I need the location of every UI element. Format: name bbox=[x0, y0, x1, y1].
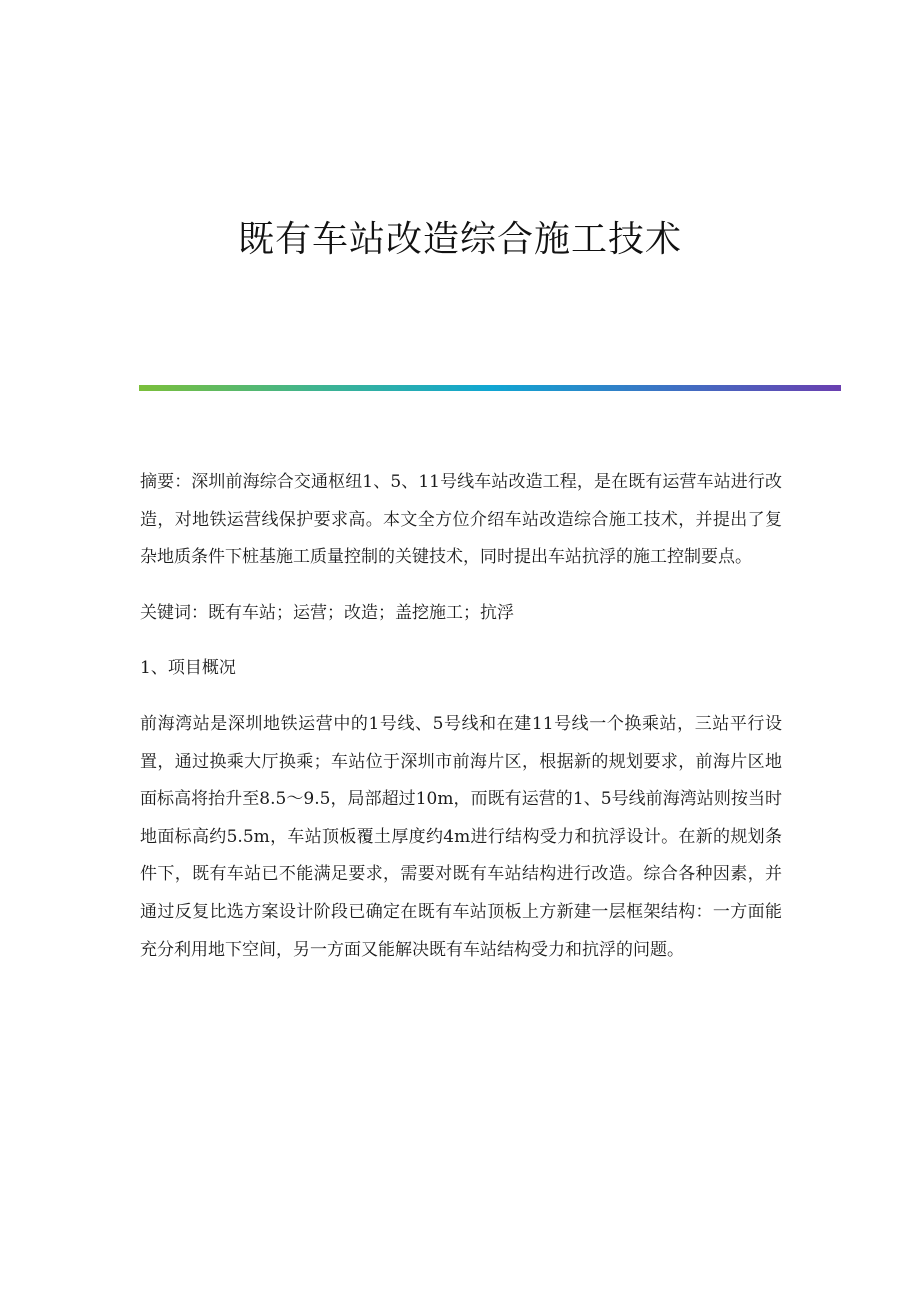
section-heading: 1、项目概况 bbox=[140, 658, 236, 679]
document-title: 既有车站改造综合施工技术 bbox=[237, 219, 682, 260]
abstract-paragraph: 摘要：深圳前海综合交通枢纽1、5、11号线车站改造工程，是在既有运营车站进行改造，对地铁运营线保护要求高。本文全方位介绍车站改造综合施工技术，并提出了复杂地质条件下桩基施工质量控制的关键技术，同时提出车站抗浮的施工控制要点。 bbox=[140, 472, 782, 568]
body-paragraph: 前海湾站是深圳地铁运营中的1号线、5号线和在建11号线一个换乘站，三站平行设置，通过换乘大厅换乘；车站位于深圳市前海片区，根据新的规划要求，前海片区地面标高将抬升至8.5～9.5，局部超过10m，而既有运营的1、5号线前海湾站则按当时地面标高约5.5m，车站顶板覆土厚度约4m进行结构受力和抗浮设计。在新的规划条件下，既有车站已不能满足要求，需要对既有车站结构进行改造。综合各种因素，并通过反复比选方案设计阶段已确定在既有车站顶板上方新建一层框架结构：一方面能充分利用地下空间，另一方面又能解决既有车站结构受力和抗浮的问题。 bbox=[140, 713, 782, 960]
keywords-paragraph: 关键词：既有车站；运营；改造；盖挖施工；抗浮 bbox=[140, 602, 514, 623]
document-body bbox=[140, 464, 782, 987]
title-divider bbox=[139, 385, 841, 391]
